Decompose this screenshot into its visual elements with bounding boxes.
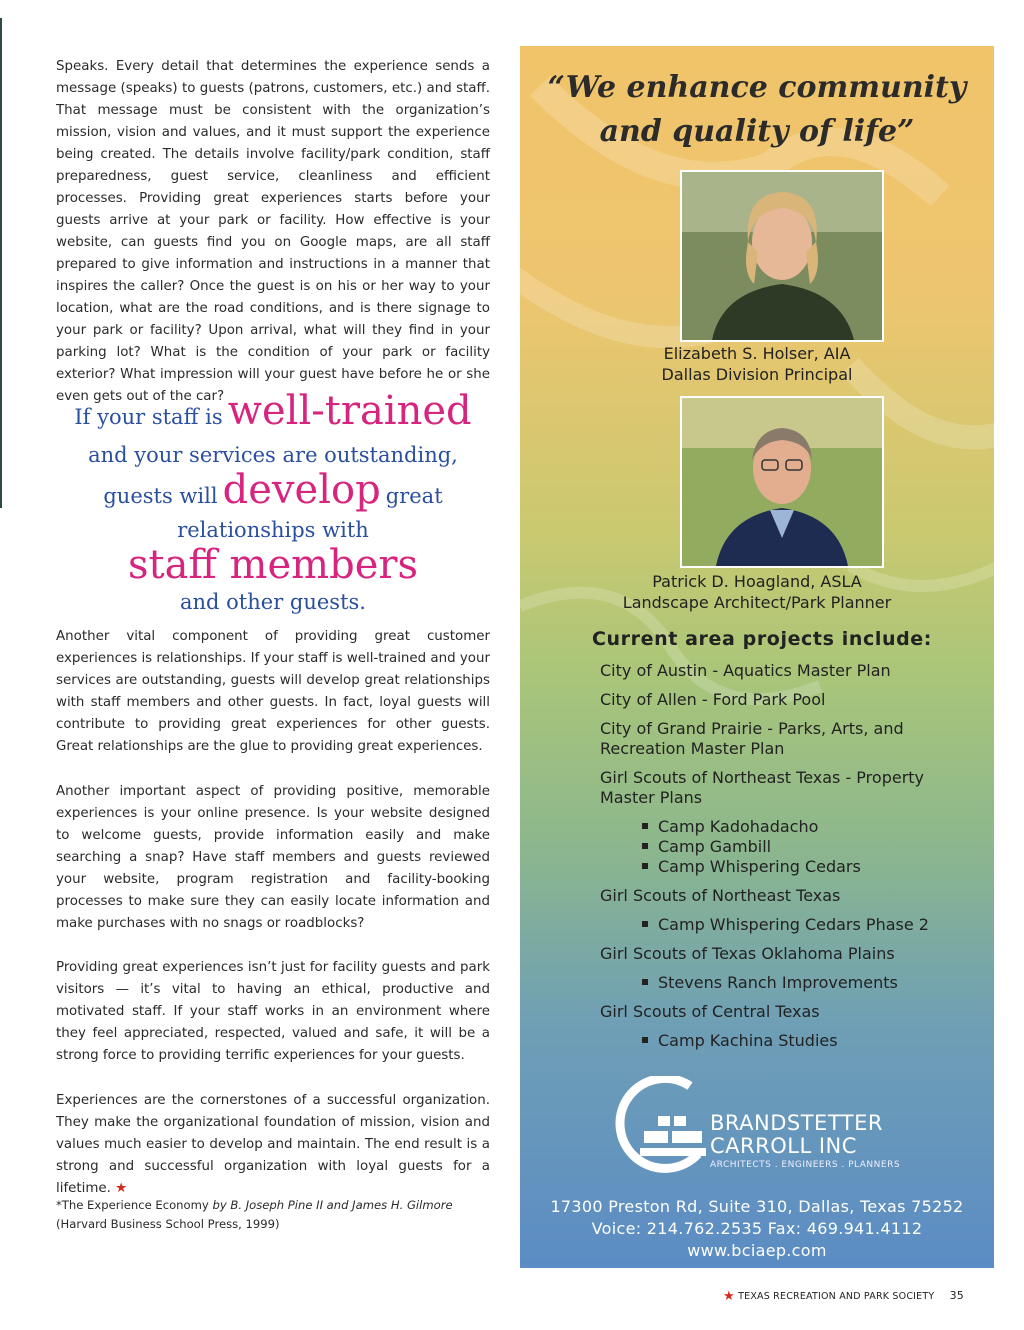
company-name-line-2: CARROLL INC bbox=[710, 1134, 857, 1158]
company-name bbox=[710, 1112, 883, 1158]
pull-quote-line-6: and other guests. bbox=[180, 590, 366, 614]
page-number: 35 bbox=[949, 1289, 964, 1302]
project-item: City of Austin - Aquatics Master Plan bbox=[600, 661, 891, 680]
company-phone-fax: Voice: 214.762.2535 Fax: 469.941.4112 bbox=[591, 1219, 923, 1238]
body-paragraph-2: Another vital component of providing great customer experiences is relationships. If your staff is well-trained and your services are outstanding, guests will develop great relationships with staff members and other guests. In fact, loyal guests will contribute to providing great experiences for other guests. Great relationships are the glue to providing great experiences. bbox=[56, 629, 490, 754]
project-subitems bbox=[600, 973, 980, 993]
project-subitem: Camp Whispering Cedars bbox=[600, 857, 980, 877]
project-item: Girl Scouts of Northeast Texas - Property Master Plans bbox=[600, 768, 925, 807]
page-footer bbox=[723, 1289, 964, 1304]
body-paragraph-4: Providing great experiences isn’t just for facility guests and park visitors — it’s vital to having an ethical, productive and motivated staff. If your staff works in an environment where they feel appreciated, respected, valued and safe, it will be a strong force to providing terrific experiences for your guests. bbox=[56, 960, 490, 1063]
portrait-photo-2 bbox=[680, 396, 884, 568]
project-subitems bbox=[600, 1031, 980, 1051]
pull-quote-emphasis: develop bbox=[222, 467, 381, 513]
project-subitem: Stevens Ranch Improvements bbox=[600, 973, 980, 993]
projects-heading: Current area projects include: bbox=[592, 628, 932, 650]
portrait-photo-1 bbox=[680, 170, 884, 342]
footnote-title: *The Experience Economy bbox=[56, 1198, 209, 1212]
project-item: Girl Scouts of Central Texas bbox=[600, 1002, 820, 1021]
contact-info bbox=[520, 1196, 994, 1262]
person-2-name: Patrick D. Hoagland, ASLA bbox=[652, 572, 862, 591]
pull-quote-line-3 bbox=[56, 468, 490, 520]
pull-quote-line-2: and your services are outstanding, bbox=[88, 443, 458, 467]
portrait-2-caption bbox=[520, 571, 994, 613]
person-1-title: Dallas Division Principal bbox=[661, 365, 853, 384]
ad-tagline bbox=[520, 66, 994, 154]
project-item: City of Allen - Ford Park Pool bbox=[600, 690, 826, 709]
footnote bbox=[56, 1196, 490, 1234]
pull-quote-emphasis: well-trained bbox=[227, 388, 472, 434]
company-website: www.bciaep.com bbox=[687, 1241, 827, 1260]
pull-quote-emphasis: staff members bbox=[127, 542, 419, 588]
pull-quote-text: If your staff is bbox=[74, 405, 223, 429]
project-subitem: Camp Gambill bbox=[600, 837, 980, 857]
ad-tagline-line-1: “We enhance community bbox=[547, 70, 967, 105]
project-subitems bbox=[600, 915, 980, 935]
ad-tagline-line-2: and quality of life” bbox=[599, 114, 915, 149]
project-subitems bbox=[600, 817, 980, 877]
woman-portrait-image bbox=[682, 172, 882, 340]
project-item: Girl Scouts of Texas Oklahoma Plains bbox=[600, 944, 895, 963]
body-paragraph-5 bbox=[56, 1090, 490, 1200]
project-item: City of Grand Prairie - Parks, Arts, and Recreation Master Plan bbox=[600, 719, 904, 758]
company-address: 17300 Preston Rd, Suite 310, Dallas, Texas 75252 bbox=[550, 1197, 964, 1216]
advertisement bbox=[520, 46, 994, 1268]
man-portrait-image bbox=[682, 398, 882, 566]
footnote-publisher: (Harvard Business School Press, 1999) bbox=[56, 1217, 280, 1231]
pull-quote-text: guests will bbox=[103, 484, 218, 508]
person-1-name: Elizabeth S. Holser, AIA bbox=[663, 344, 851, 363]
body-paragraph-3: Another important aspect of providing positive, memorable experiences is your online presence. Is your website designed to welcome guests, provide information easily and make searching a snap? Have staff members and guests reviewed your website, program registration and facility-booking processes to make sure they can easily locate information and make purchases with no snags or roadblocks? bbox=[56, 784, 490, 931]
publication-name: TEXAS RECREATION AND PARK SOCIETY bbox=[738, 1291, 935, 1302]
project-subitem: Camp Whispering Cedars Phase 2 bbox=[600, 915, 980, 935]
pull-quote-line-1 bbox=[56, 388, 490, 442]
project-subitem: Camp Kachina Studies bbox=[600, 1031, 980, 1051]
closing-text: Experiences are the cornerstones of a successful organization. They make the organizational foundation of mission, vision and values much easier to develop and maintain. The end result is a strong and successful organization with loyal guests for a lifetime. bbox=[56, 1093, 490, 1196]
star-icon: ★ bbox=[115, 1181, 128, 1196]
star-icon: ★ bbox=[723, 1289, 735, 1304]
portrait-1-caption bbox=[520, 343, 994, 385]
company-tagline: ARCHITECTS . ENGINEERS . PLANNERS bbox=[710, 1160, 901, 1170]
pull-quote-line-4: relationships with bbox=[177, 518, 369, 542]
footnote-authors: by B. Joseph Pine II and James H. Gilmore bbox=[212, 1198, 453, 1212]
project-subitem: Camp Kadohadacho bbox=[600, 817, 980, 837]
company-name-line-1: BRANDSTETTER bbox=[710, 1111, 883, 1135]
person-2-title: Landscape Architect/Park Planner bbox=[622, 593, 892, 612]
pull-quote-text: great bbox=[385, 484, 443, 508]
left-edge-rule bbox=[0, 18, 2, 508]
project-item: Girl Scouts of Northeast Texas bbox=[600, 886, 841, 905]
projects-list bbox=[600, 661, 980, 1060]
body-paragraph-1: Speaks. Every detail that determines the experience sends a message (speaks) to guests (patrons, customers, etc.) and staff. That message must be consistent with the organization’s mission, vision and values, and it must support the experience being created. The details involve facility/park condition, staff preparedness, guest service, cleanliness and efficient processes. Providing great experiences starts before your guests arrive at your park or facility. How effective is your website, can guests find you on Google maps, are all staff prepared to give information and instructions in a manner that inspires the caller? Once the guest is on his or her way to your location, what are the road conditions, and is there signage to your park or facility? Upon arrival, what will they find in your parking lot? What is the condition of your park or facility exterior? What impression will your guest have before he or she even gets out of the car? bbox=[56, 59, 490, 404]
pull-quote bbox=[56, 388, 490, 614]
